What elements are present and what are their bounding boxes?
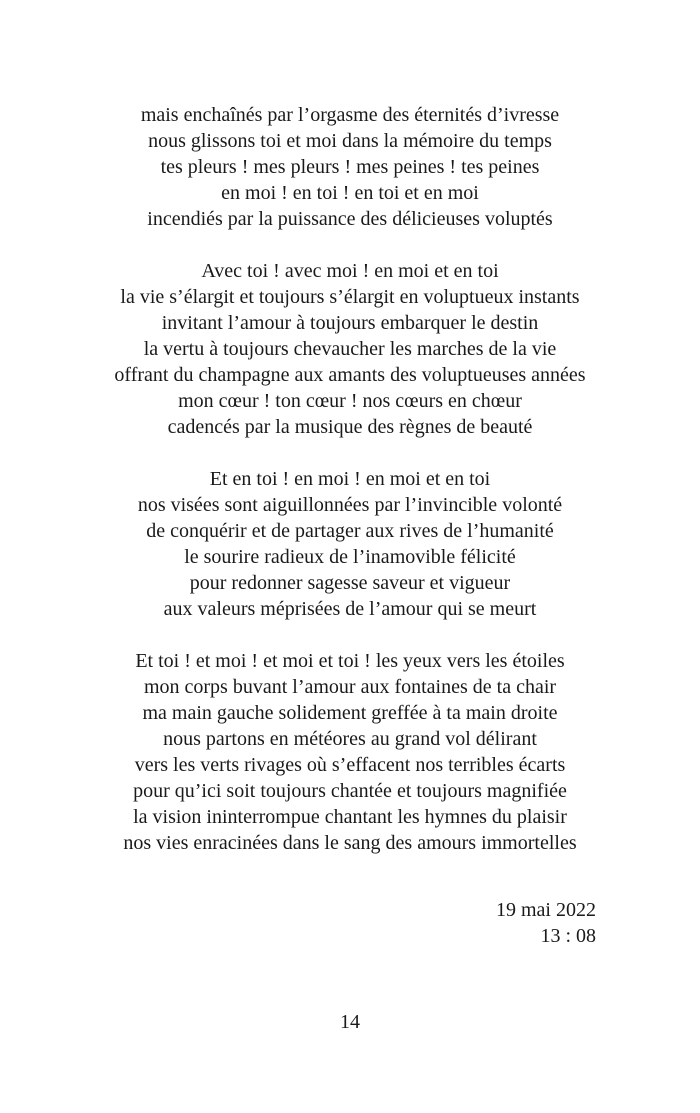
composition-date xyxy=(496,897,596,949)
poem-line: mais enchaînés par l’orgasme des éternités d’ivresse xyxy=(140,104,560,126)
poem-line: mon cœur ! ton cœur ! nos cœurs en chœur xyxy=(178,390,522,412)
poem-line: offrant du champagne aux amants des voluptueuses années xyxy=(114,364,586,386)
poem-line: le sourire radieux de l’inamovible félicité xyxy=(184,546,516,568)
poem-line: nos vies enracinées dans le sang des amours immortelles xyxy=(123,832,577,854)
stanza-2 xyxy=(0,258,700,440)
stanza-3 xyxy=(0,466,700,622)
poem-line: la vertu à toujours chevaucher les marches de la vie xyxy=(143,338,557,360)
poem-line: de conquérir et de partager aux rives de l’humanité xyxy=(146,520,554,542)
poem-line: nos visées sont aiguillonnées par l’invincible volonté xyxy=(137,494,563,516)
date-text: 19 mai 2022 xyxy=(496,899,596,921)
poem-line: la vision ininterrompue chantant les hymnes du plaisir xyxy=(133,806,567,828)
page-number: 14 xyxy=(340,1011,360,1033)
poem-line: Avec toi ! avec moi ! en moi et en toi xyxy=(201,260,499,282)
time-text: 13 : 08 xyxy=(540,925,596,947)
poem-line: invitant l’amour à toujours embarquer le destin xyxy=(161,312,539,334)
poem-line: tes pleurs ! mes pleurs ! mes peines ! tes peines xyxy=(160,156,540,178)
poem-line: ma main gauche solidement greffée à ta main droite xyxy=(142,702,558,724)
stanza-4 xyxy=(0,648,700,856)
poem xyxy=(0,102,700,856)
poem-line: Et en toi ! en moi ! en moi et en toi xyxy=(209,468,491,490)
poem-line: Et toi ! et moi ! et moi et toi ! les yeux vers les étoiles xyxy=(135,650,565,672)
poem-line: pour qu’ici soit toujours chantée et toujours magnifiée xyxy=(133,780,567,802)
poem-line: mon corps buvant l’amour aux fontaines de ta chair xyxy=(143,676,557,698)
poem-line: incendiés par la puissance des délicieuses voluptés xyxy=(147,208,553,230)
poem-line: nous glissons toi et moi dans la mémoire du temps xyxy=(148,130,552,152)
poem-line: aux valeurs méprisées de l’amour qui se meurt xyxy=(163,598,537,620)
poem-line: pour redonner sagesse saveur et vigueur xyxy=(189,572,511,594)
stanza-1 xyxy=(0,102,700,232)
poem-line: en moi ! en toi ! en toi et en moi xyxy=(221,182,479,204)
poem-line: cadencés par la musique des règnes de beauté xyxy=(167,416,533,438)
poem-line: nous partons en météores au grand vol délirant xyxy=(163,728,537,750)
poem-line: vers les verts rivages où s’effacent nos terribles écarts xyxy=(134,754,566,776)
poem-line: la vie s’élargit et toujours s’élargit en voluptueux instants xyxy=(120,286,580,308)
